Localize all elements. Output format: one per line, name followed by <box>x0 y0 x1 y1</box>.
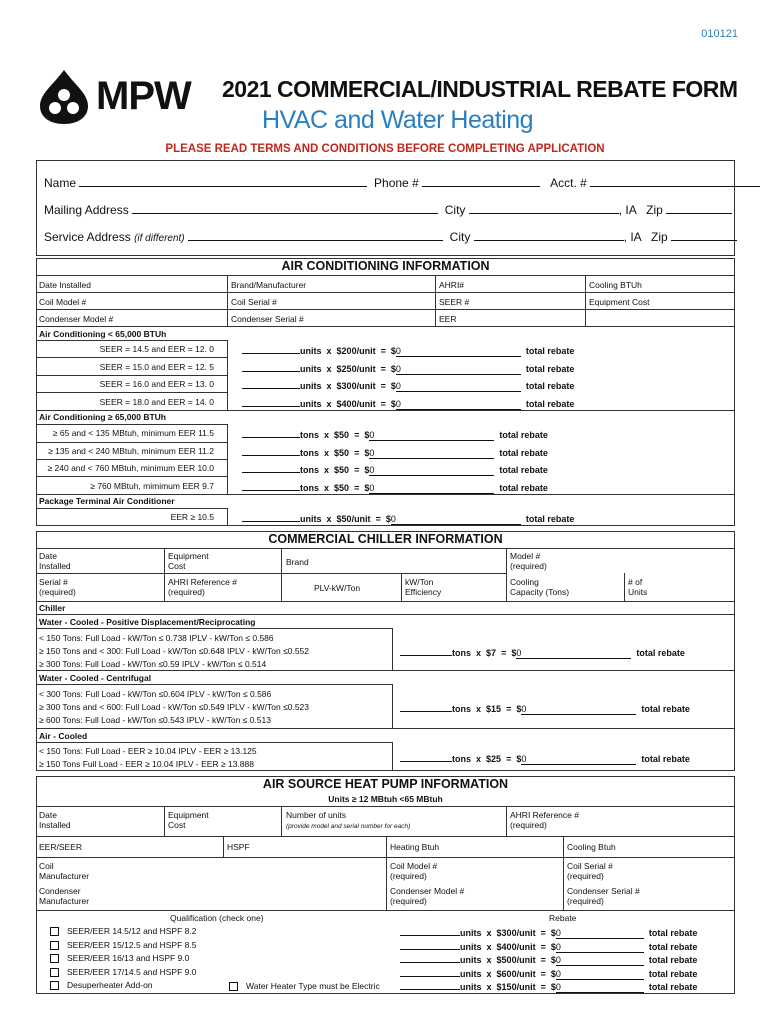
rebate-row-label: SEER = 16.0 and EER = 13. 0 <box>99 379 214 389</box>
times-sign: x <box>326 346 332 356</box>
chiller-model[interactable]: Model # (required) <box>510 551 547 571</box>
mailing-label: Mailing Address <box>44 203 129 217</box>
hp-cond-model[interactable]: Condenser Model # (required) <box>390 886 465 906</box>
service-note: (if different) <box>134 233 185 244</box>
rate-label: $300/unit <box>496 928 536 938</box>
chiller-units[interactable]: # of Units <box>628 577 648 597</box>
option-label: SEER/EER 16/13 and HSPF 9.0 <box>67 953 190 963</box>
total-field[interactable] <box>556 982 644 993</box>
acct-field[interactable] <box>590 176 760 187</box>
equals-sign: = <box>380 398 386 409</box>
total-rebate-label: total rebate <box>641 704 690 714</box>
air-cooled-lines <box>39 745 257 771</box>
count-field[interactable] <box>242 343 300 354</box>
heatpump-rebate-row <box>400 925 697 939</box>
heatpump-section-title: AIR SOURCE HEAT PUMP INFORMATION <box>262 777 509 791</box>
dollar-sign: $ <box>550 982 556 992</box>
rate-label: $50 <box>334 447 350 458</box>
total-value: 0 <box>395 381 401 391</box>
dollar-sign: $ <box>364 447 370 458</box>
ac-group1-label: Air Conditioning < 65,000 BTUh <box>39 329 167 339</box>
rate-label: $300/unit <box>336 381 376 391</box>
unit-label: units <box>460 955 482 965</box>
dollar-sign: $ <box>385 514 391 524</box>
wc-c-line: ≥ 600 Tons: Full Load - kW/Ton ≤0.543 IPLV - kW/Ton ≤ 0.513 <box>39 715 271 725</box>
unit-label: units <box>300 398 322 409</box>
dollar-sign: $ <box>390 346 396 356</box>
total-value: 0 <box>555 928 561 938</box>
rate-label: $500/unit <box>496 955 536 965</box>
option-label: SEER/EER 15/12.5 and HSPF 8.5 <box>67 939 197 950</box>
rebate-row-label: EER ≥ 10.5 <box>170 512 214 522</box>
page-subtitle: HVAC and Water Heating <box>262 106 534 134</box>
ac-cooling-btuh[interactable]: Cooling BTUh <box>589 280 642 290</box>
times-sign: x <box>326 381 332 391</box>
count-field[interactable] <box>242 396 300 407</box>
wc-c-rebate: tons x $15 = $0 total rebate <box>400 701 690 715</box>
ac-ahri[interactable]: AHRI# <box>439 280 465 290</box>
rate-label: $400/unit <box>496 941 536 952</box>
ac-seer[interactable]: SEER # <box>439 297 470 307</box>
wc-c-total-field[interactable]: 0 <box>521 704 636 715</box>
form-id: 010121 <box>701 28 738 40</box>
name-field[interactable] <box>79 176 367 187</box>
total-rebate-label: total rebate <box>525 398 575 409</box>
equals-sign: = <box>354 465 360 475</box>
wc-c-line: ≥ 300 Tons and < 600: Full Load - kW/Ton ≤0.549 IPLV - kW/Ton ≤0.523 <box>39 702 310 712</box>
rate-label: $50 <box>334 465 350 475</box>
chiller-label: Chiller <box>39 603 66 613</box>
wc-pd-line: ≥ 150 Tons and < 300: Full Load - kW/Ton ≤0.648 IPLV - kW/Ton ≤0.552 <box>39 646 310 656</box>
times-sign: x <box>486 968 492 979</box>
total-value: 0 <box>369 430 375 440</box>
total-rebate-label: total rebate <box>648 982 698 992</box>
chiller-iplv[interactable]: PLV-kW/Ton <box>314 583 361 593</box>
water-heater-note: Water Heater Type must be Electric <box>246 981 380 991</box>
option-label: SEER/EER 17/14.5 and HSPF 9.0 <box>67 966 197 977</box>
rebate-row <box>242 445 548 459</box>
total-value: 0 <box>369 465 375 475</box>
name-row <box>44 176 760 190</box>
count-field[interactable] <box>242 480 300 491</box>
total-field[interactable] <box>556 969 644 980</box>
equals-sign: = <box>354 430 360 440</box>
chiller-date[interactable]: Date Installed <box>39 551 71 571</box>
rebate-row-label: ≥ 240 and < 760 MBtuh, minimum EER 10.0 <box>47 463 214 473</box>
hp-cond-serial[interactable]: Condenser Serial # (required) <box>567 886 640 906</box>
count-field[interactable] <box>400 952 460 963</box>
unit-label: tons <box>300 465 319 475</box>
air-cooled-label: Air - Cooled <box>39 731 88 741</box>
total-field[interactable] <box>369 483 494 494</box>
equals-sign: = <box>540 941 546 952</box>
times-sign: x <box>324 482 330 493</box>
dollar-sign: $ <box>390 381 396 391</box>
total-rebate-label: total rebate <box>636 648 685 658</box>
dollar-sign: $ <box>364 430 370 440</box>
rebate-row-label: SEER = 15.0 and EER = 12. 5 <box>99 361 214 372</box>
water-drop-icon <box>36 68 92 124</box>
total-rebate-label: total rebate <box>499 447 548 458</box>
total-rebate-label: total rebate <box>648 928 698 938</box>
hp-num-units[interactable]: Number of units <box>286 810 346 820</box>
unit-label: units <box>460 982 482 992</box>
wc-pd-label: Water - Cooled - Positive Displacement/Reciprocating <box>39 617 256 627</box>
wc-pd-lines <box>39 632 309 671</box>
unit-label: units <box>300 346 322 356</box>
ac-coil-model[interactable]: Coil Model # <box>39 297 87 307</box>
unit-label: units <box>300 381 322 391</box>
count-field[interactable] <box>242 361 300 372</box>
dollar-sign: $ <box>550 941 556 952</box>
service-row <box>44 230 737 244</box>
rebate-row-label: SEER = 18.0 and EER = 14. 0 <box>99 396 214 407</box>
total-rebate-label: total rebate <box>499 482 548 493</box>
times-sign: x <box>486 941 492 952</box>
total-field[interactable] <box>369 430 494 441</box>
equals-sign: = <box>354 447 360 458</box>
total-value: 0 <box>555 982 561 992</box>
dollar-sign: $ <box>390 363 396 374</box>
equals-sign: = <box>540 928 546 938</box>
air-cooled-line: ≥ 150 Tons Full Load - EER ≥ 10.04 IPLV - EER ≥ 13.888 <box>39 759 254 769</box>
ac-condenser-model[interactable]: Condenser Model # <box>39 314 114 324</box>
equals-sign: = <box>375 514 381 524</box>
option-checkbox[interactable] <box>50 981 59 990</box>
city2-field[interactable] <box>474 230 624 241</box>
hp-eer-seer[interactable]: EER/SEER <box>39 842 82 852</box>
heatpump-rebate-row <box>400 979 697 993</box>
unit-label: units <box>460 968 482 979</box>
service-field[interactable] <box>188 230 443 241</box>
equals-sign: = <box>354 482 360 493</box>
total-rebate-label: total rebate <box>641 754 690 764</box>
wc-c-line: < 300 Tons: Full Load - kW/Ton ≤0.604 IPLV - kW/Ton ≤ 0.586 <box>39 689 272 699</box>
wc-pd-total-field[interactable]: 0 <box>516 648 631 659</box>
hp-coil-serial[interactable]: Coil Serial # (required) <box>567 861 613 881</box>
rate-label: $600/unit <box>496 968 536 979</box>
count-field[interactable] <box>400 966 460 977</box>
mailing-field[interactable] <box>132 203 438 214</box>
state-label: , IA <box>618 203 637 217</box>
count-field[interactable] <box>242 378 300 389</box>
wc-c-lines <box>39 688 309 727</box>
air-cooled-line: < 150 Tons: Full Load - EER ≥ 10.04 IPLV - EER ≥ 13.125 <box>39 746 257 756</box>
rebate-label: Rebate <box>549 913 577 923</box>
total-field[interactable] <box>369 465 494 476</box>
dollar-sign: $ <box>550 968 556 979</box>
unit-label: units <box>300 514 322 524</box>
equals-sign: = <box>380 363 386 374</box>
logo-text: MPW <box>96 74 191 118</box>
dollar-sign: $ <box>364 465 370 475</box>
heatpump-rebate-row <box>400 939 697 953</box>
chiller-brand[interactable]: Brand <box>286 557 309 567</box>
city2-label: City <box>449 230 471 244</box>
total-rebate-label: total rebate <box>525 346 575 356</box>
mailing-row <box>44 203 732 217</box>
total-rebate-label: total rebate <box>525 381 575 391</box>
wc-pd-tons-field[interactable] <box>400 645 452 656</box>
count-field[interactable] <box>242 511 300 522</box>
count-field[interactable] <box>242 427 300 438</box>
heatpump-option[interactable] <box>50 953 189 963</box>
rebate-row <box>242 361 574 375</box>
chiller-capacity[interactable]: Cooling Capacity (Tons) <box>510 577 570 597</box>
dollar-sign: $ <box>550 928 556 938</box>
heatpump-option[interactable] <box>50 967 196 977</box>
option-checkbox[interactable] <box>50 941 59 950</box>
hp-cond-mfr[interactable]: Condenser Manufacturer <box>39 886 90 906</box>
total-value: 0 <box>369 482 375 493</box>
heatpump-rebate-row <box>400 966 697 980</box>
rate-label: $150/unit <box>496 982 536 992</box>
heatpump-option[interactable] <box>50 940 196 950</box>
heatpump-rebate-row <box>400 952 697 966</box>
heatpump-option[interactable] <box>50 926 196 936</box>
total-value: 0 <box>555 968 561 979</box>
phone-label: Phone # <box>374 176 419 190</box>
chiller-section-title: COMMERCIAL CHILLER INFORMATION <box>268 532 503 546</box>
dollar-sign: $ <box>550 955 556 965</box>
wc-pd-line: < 150 Tons: Full Load - kW/Ton ≤ 0.738 IPLV - kW/Ton ≤ 0.586 <box>39 633 274 643</box>
total-rebate-label: total rebate <box>648 941 698 952</box>
count-field[interactable] <box>242 462 300 473</box>
hp-coil-mfr[interactable]: Coil Manufacturer <box>39 861 90 881</box>
count-field[interactable] <box>400 925 460 936</box>
rate-label: $400/unit <box>336 398 376 409</box>
hp-coil-model[interactable]: Coil Model # (required) <box>390 861 438 881</box>
option-label: Desuperheater Add-on <box>67 980 153 990</box>
chiller-serial[interactable]: Serial # (required) <box>39 577 76 597</box>
rebate-row-label: ≥ 760 MBtuh, mimimum EER 9.7 <box>90 480 214 491</box>
wc-pd-line: ≥ 300 Tons: Full Load - kW/Ton ≤0.59 IPLV - kW/Ton ≤ 0.514 <box>39 659 267 669</box>
rate-label: $50/unit <box>336 514 371 524</box>
ac-coil-serial[interactable]: Coil Serial # <box>231 297 277 307</box>
unit-label: units <box>460 928 482 938</box>
ac-eer[interactable]: EER <box>439 314 457 324</box>
ac-brand[interactable]: Brand/Manufacturer <box>231 280 307 290</box>
rate-label: $50 <box>334 430 350 440</box>
total-field[interactable] <box>391 514 521 525</box>
acct-label: Acct. # <box>550 176 587 190</box>
service-label: Service Address <box>44 230 131 244</box>
equals-sign: = <box>540 955 546 965</box>
qual-label: Qualification (check one) <box>170 913 264 923</box>
zip-field[interactable] <box>666 203 732 214</box>
mpw-logo <box>36 68 216 124</box>
rebate-row <box>242 511 574 525</box>
times-sign: x <box>324 447 330 458</box>
page-title: 2021 COMMERCIAL/INDUSTRIAL REBATE FORM <box>222 76 738 102</box>
phone-field[interactable] <box>422 176 540 187</box>
times-sign: x <box>324 465 330 475</box>
chiller-ahri[interactable]: AHRI Reference # (required) <box>168 577 237 597</box>
times-sign: x <box>324 430 330 440</box>
total-value: 0 <box>369 447 375 458</box>
unit-label: tons <box>300 482 319 493</box>
dollar-sign: $ <box>364 482 370 493</box>
ac-group3-label: Package Terminal Air Conditioner <box>39 496 175 506</box>
rebate-row-label: SEER = 14.5 and EER = 12. 0 <box>99 344 214 354</box>
air-cooled-total-field[interactable]: 0 <box>521 754 636 765</box>
times-sign: x <box>486 928 492 938</box>
zip2-label: Zip <box>651 230 668 244</box>
air-cooled-rebate: tons x $25 = $0 total rebate <box>400 751 690 765</box>
total-value: 0 <box>555 955 561 965</box>
rebate-row-label: ≥ 65 and < 135 MBtuh, minimum EER 11.5 <box>52 428 214 438</box>
total-field[interactable] <box>556 928 644 939</box>
water-heater-checkbox[interactable] <box>229 982 238 991</box>
ac-date-installed[interactable]: Date Installed <box>39 280 91 290</box>
state2-label: , IA <box>623 230 642 244</box>
dollar-sign: $ <box>390 398 396 409</box>
city-field[interactable] <box>469 203 619 214</box>
rebate-row <box>242 378 574 392</box>
name-label: Name <box>44 176 77 190</box>
equals-sign: = <box>380 346 386 356</box>
count-field[interactable] <box>400 939 460 950</box>
hp-cooling[interactable]: Cooling Btuh <box>567 842 616 852</box>
total-rebate-label: total rebate <box>525 363 575 374</box>
total-value: 0 <box>395 363 401 374</box>
heatpump-subtitle: Units ≥ 12 MBtuh <65 MBtuh <box>328 794 443 804</box>
times-sign: x <box>486 982 492 992</box>
ac-section-title: AIR CONDITIONING INFORMATION <box>281 259 490 273</box>
hp-equip-cost[interactable]: Equipment Cost <box>168 810 209 830</box>
notice: PLEASE READ TERMS AND CONDITIONS BEFORE COMPLETING APPLICATION <box>165 143 605 155</box>
total-field[interactable] <box>556 942 644 953</box>
times-sign: x <box>326 398 332 409</box>
count-field[interactable] <box>400 979 460 990</box>
hp-ahri[interactable]: AHRI Reference # (required) <box>510 810 579 830</box>
hp-heating[interactable]: Heating Btuh <box>390 842 440 852</box>
option-checkbox[interactable] <box>50 954 59 963</box>
total-rebate-label: total rebate <box>525 514 575 524</box>
total-field[interactable] <box>556 955 644 966</box>
total-rebate-label: total rebate <box>648 968 698 979</box>
city-label: City <box>444 203 466 217</box>
total-value: 0 <box>395 346 401 356</box>
wc-c-label: Water - Cooled - Centrifugal <box>39 673 152 683</box>
rebate-row <box>242 427 548 441</box>
option-checkbox[interactable] <box>50 927 59 936</box>
equals-sign: = <box>540 982 546 992</box>
rebate-row <box>242 462 548 476</box>
heatpump-option[interactable] <box>50 980 153 990</box>
zip2-field[interactable] <box>671 230 737 241</box>
option-label: SEER/EER 14.5/12 and HSPF 8.2 <box>67 926 197 936</box>
chiller-kwton[interactable]: kW/Ton Efficiency <box>405 577 442 597</box>
rebate-row <box>242 396 574 410</box>
rebate-row <box>242 343 574 357</box>
rate-label: $250/unit <box>336 363 376 374</box>
zip-label: Zip <box>646 203 663 217</box>
total-value: 0 <box>395 398 401 409</box>
total-field[interactable] <box>396 364 521 375</box>
times-sign: x <box>326 363 332 374</box>
unit-label: units <box>300 363 322 374</box>
total-field[interactable] <box>396 381 521 392</box>
total-value: 0 <box>555 941 561 952</box>
air-cooled-tons-field[interactable] <box>400 751 452 762</box>
ac-equipment-cost[interactable]: Equipment Cost <box>589 297 650 307</box>
equals-sign: = <box>540 968 546 979</box>
total-value: 0 <box>390 514 396 524</box>
rate-label: $200/unit <box>336 346 376 356</box>
option-checkbox[interactable] <box>50 968 59 977</box>
total-field[interactable] <box>369 448 494 459</box>
hp-hspf[interactable]: HSPF <box>227 842 250 852</box>
unit-label: tons <box>300 430 319 440</box>
wc-c-tons-field[interactable] <box>400 701 452 712</box>
count-field[interactable] <box>242 445 300 456</box>
water-heater-option[interactable] <box>229 981 380 991</box>
total-rebate-label: total rebate <box>648 955 698 965</box>
times-sign: x <box>326 514 332 524</box>
ac-group2-label: Air Conditioning ≥ 65,000 BTUh <box>39 412 166 422</box>
equals-sign: = <box>380 381 386 391</box>
wc-pd-rebate: tons x $7 = $0 total rebate <box>400 645 685 659</box>
hp-num-units-note: (provide model and serial number for each) <box>286 823 411 830</box>
total-rebate-label: total rebate <box>499 465 548 475</box>
unit-label: tons <box>300 447 319 458</box>
hp-date[interactable]: Date Installed <box>39 810 71 830</box>
chiller-equip-cost[interactable]: Equipment Cost <box>168 551 209 571</box>
total-field[interactable] <box>396 346 521 357</box>
ac-condenser-serial[interactable]: Condenser Serial # <box>231 314 304 324</box>
total-field[interactable] <box>396 399 521 410</box>
total-rebate-label: total rebate <box>499 430 548 440</box>
times-sign: x <box>486 955 492 965</box>
rate-label: $50 <box>334 482 350 493</box>
rebate-row <box>242 480 548 494</box>
rebate-row-label: ≥ 135 and < 240 MBtuh, minimum EER 11.2 <box>48 445 214 456</box>
unit-label: units <box>460 941 482 952</box>
